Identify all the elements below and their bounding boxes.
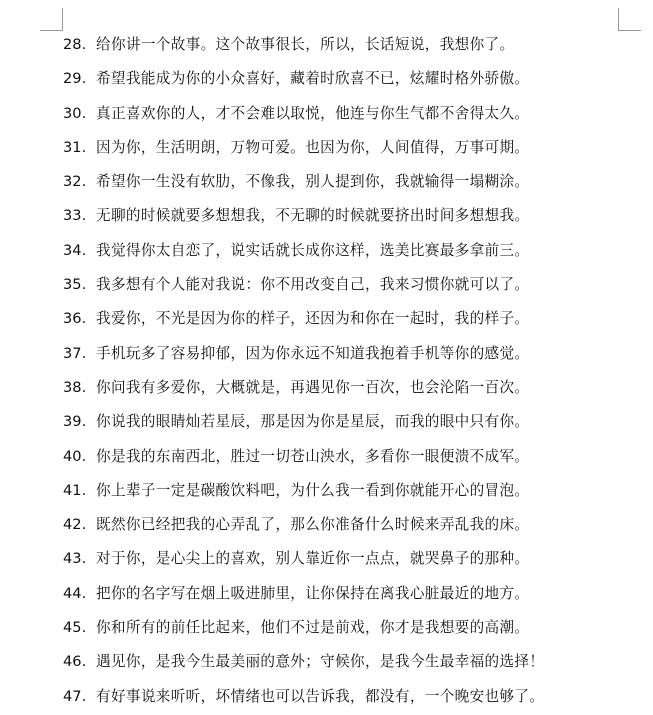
item-number: 39. xyxy=(63,413,87,431)
list-item xyxy=(0,680,653,714)
item-text: 手机玩多了容易抑郁，因为你永远不知道我抱着手机等你的感觉。 xyxy=(96,344,530,362)
item-text: 你和所有的前任比起来，他们不过是前戏，你才是我想要的高潮。 xyxy=(96,619,530,637)
item-text: 既然你已经把我的心弄乱了，那么你准备什么时候来弄乱我的床。 xyxy=(96,516,530,534)
item-number: 34. xyxy=(63,241,87,259)
item-text: 希望你一生没有软肋，不像我，别人提到你，我就输得一塌糊涂。 xyxy=(96,173,530,191)
list-item xyxy=(0,508,653,542)
list-item xyxy=(0,268,653,302)
item-number: 35. xyxy=(63,276,87,294)
item-text: 你问我有多爱你，大概就是，再遇见你一百次，也会沦陷一百次。 xyxy=(96,378,530,396)
item-number: 44. xyxy=(63,584,87,602)
item-number: 41. xyxy=(63,481,87,499)
item-text: 对于你，是心尖上的喜欢，别人靠近你一点点，就哭鼻子的那种。 xyxy=(96,550,530,568)
list-item xyxy=(0,645,653,679)
list-item xyxy=(0,131,653,165)
list-item xyxy=(0,337,653,371)
item-number: 32. xyxy=(63,173,87,191)
list-item xyxy=(0,577,653,611)
item-number: 46. xyxy=(63,653,87,671)
list-item xyxy=(0,474,653,508)
item-number: 28. xyxy=(63,36,87,53)
item-text: 给你讲一个故事。这个故事很长，所以，长话短说，我想你了。 xyxy=(96,36,515,53)
item-number: 36. xyxy=(63,310,87,328)
item-text: 遇见你，是我今生最美丽的意外；守候你，是我今生最幸福的选择！ xyxy=(96,653,545,671)
numbered-list xyxy=(0,28,653,714)
item-number: 43. xyxy=(63,550,87,568)
list-item xyxy=(0,234,653,268)
item-number: 30. xyxy=(63,104,87,122)
item-number: 47. xyxy=(63,687,87,705)
item-text: 有好事说来听听，坏情绪也可以告诉我，都没有，一个晚安也够了。 xyxy=(96,687,545,705)
item-number: 38. xyxy=(63,378,87,396)
item-text: 你上辈子一定是碳酸饮料吧，为什么我一看到你就能开心的冒泡。 xyxy=(96,481,530,499)
item-number: 33. xyxy=(63,207,87,225)
item-text: 希望我能成为你的小众喜好，藏着时欣喜不已，炫耀时格外骄傲。 xyxy=(96,70,530,88)
list-item xyxy=(0,97,653,131)
list-item xyxy=(0,440,653,474)
item-text: 因为你，生活明朗，万物可爱。也因为你，人间值得，万事可期。 xyxy=(96,138,530,156)
list-item xyxy=(0,62,653,96)
item-text: 把你的名字写在烟上吸进肺里，让你保持在离我心脏最近的地方。 xyxy=(96,584,530,602)
item-text: 真正喜欢你的人，才不会难以取悦，他连与你生气都不舍得太久。 xyxy=(96,104,530,122)
item-text: 我多想有个人能对我说：你不用改变自己，我来习惯你就可以了。 xyxy=(96,276,530,294)
item-number: 45. xyxy=(63,619,87,637)
list-item xyxy=(0,542,653,576)
list-item xyxy=(0,165,653,199)
list-item xyxy=(0,405,653,439)
list-item xyxy=(0,302,653,336)
item-number: 42. xyxy=(63,516,87,534)
list-item xyxy=(0,28,653,62)
list-item xyxy=(0,611,653,645)
item-number: 40. xyxy=(63,447,87,465)
list-item xyxy=(0,371,653,405)
item-number: 29. xyxy=(63,70,87,88)
item-text: 我觉得你太自恋了，说实话就长成你这样，选美比赛最多拿前三。 xyxy=(96,241,530,259)
item-text: 无聊的时候就要多想想我，不无聊的时候就要挤出时间多想想我。 xyxy=(96,207,530,225)
item-number: 31. xyxy=(63,138,87,156)
list-item xyxy=(0,199,653,233)
item-text: 你是我的东南西北，胜过一切苍山泱水，多看你一眼便溃不成军。 xyxy=(96,447,530,465)
item-number: 37. xyxy=(63,344,87,362)
item-text: 我爱你，不光是因为你的样子，还因为和你在一起时，我的样子。 xyxy=(96,310,530,328)
item-text: 你说我的眼睛灿若星辰，那是因为你是星辰，而我的眼中只有你。 xyxy=(96,413,530,431)
